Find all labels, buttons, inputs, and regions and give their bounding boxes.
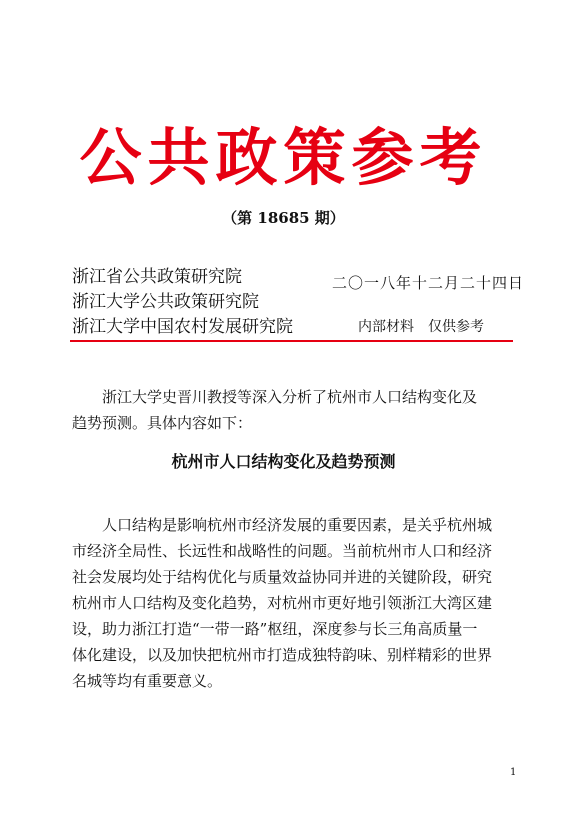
page-number: 1 [510,767,517,778]
issue-date: 二〇一八年十二月二十四日 [332,274,525,292]
organization-name: 浙江大学公共政策研究院 [72,292,259,312]
organization-name: 浙江大学中国农村发展研究院 [72,317,293,337]
body-line: 设，助力浙江打造“一带一路”枢纽，深度参与长三角高质量一 [72,620,478,638]
organization-name: 浙江省公共政策研究院 [72,267,242,287]
article-title: 杭州市人口结构变化及趋势预测 [171,452,396,471]
issue-number: （第 18685 期） [222,209,345,227]
intro-line: 浙江大学史晋川教授等深入分析了杭州市人口结构变化及 [102,388,478,406]
body-line: 名城等均有重要意义。 [72,672,223,690]
body-line: 市经济全局性、长远性和战略性的问题。当前杭州市人口和经济 [72,542,493,560]
masthead-title: 公共政策参考 [79,121,488,194]
body-line: 体化建设，以及加快把杭州市打造成独特韵味、别样精彩的世界 [72,646,493,664]
classification-note: 内部材料 仅供参考 [358,319,484,335]
body-line: 社会发展均处于结构优化与质量效益协同并进的关键阶段，研究 [72,568,493,586]
intro-line: 趋势预测。具体内容如下： [72,414,253,432]
body-line: 人口结构是影响杭州市经济发展的重要因素，是关乎杭州城 [102,516,493,534]
header-divider [70,340,513,342]
body-line: 杭州市人口结构及变化趋势，对杭州市更好地引领浙江大湾区建 [72,594,493,612]
